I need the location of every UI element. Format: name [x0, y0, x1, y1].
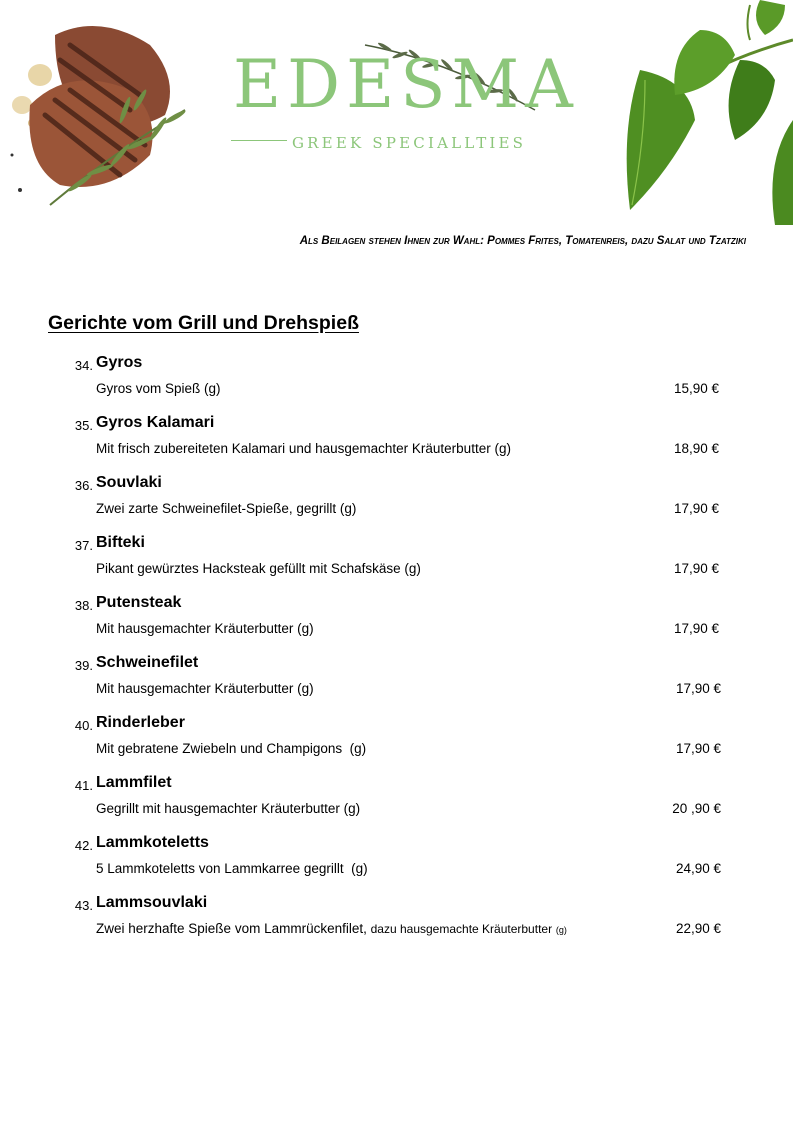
item-price: 24,90 € — [675, 861, 721, 876]
brand-logo — [225, 30, 579, 160]
item-name: Lammsouvlaki — [96, 894, 208, 911]
item-description-note: (g) — [555, 925, 567, 935]
section-title: Gerichte vom Grill und Drehspieß — [48, 312, 359, 334]
item-name: Gyros — [96, 354, 143, 371]
menu-item — [0, 352, 793, 410]
item-price: 17,90 € — [673, 561, 719, 576]
brand-name: EDESMA — [233, 46, 579, 123]
item-number: 38. — [74, 598, 93, 613]
item-number: 37. — [74, 538, 93, 553]
item-price: 17,90 € — [673, 501, 719, 516]
item-number: 42. — [74, 838, 93, 853]
item-description: Mit hausgemachter Kräuterbutter (g) — [96, 621, 314, 636]
menu-item — [0, 832, 793, 890]
page-header — [0, 0, 793, 225]
item-name: Lammfilet — [96, 774, 172, 791]
basil-leaves-image — [600, 0, 793, 235]
menu-item — [0, 652, 793, 710]
menu-item — [0, 592, 793, 650]
item-description: 5 Lammkoteletts von Lammkarree gegrillt (g) — [96, 861, 368, 876]
item-price: 17,90 € — [675, 681, 721, 696]
item-price: 17,90 € — [675, 741, 721, 756]
side-dishes-note: Als Beilagen stehen Ihnen zur Wahl: Pommes Frites, Tomatenreis, dazu Salat und Tzatziki — [299, 235, 746, 247]
menu-item — [0, 772, 793, 830]
item-description: Pikant gewürztes Hacksteak gefüllt mit Schafskäse (g) — [96, 561, 421, 576]
logo-divider — [231, 140, 287, 141]
item-price: 17,90 € — [673, 621, 719, 636]
item-description: Mit gebratene Zwiebeln und Champigons (g) — [96, 741, 367, 756]
item-number: 39. — [74, 658, 93, 673]
item-price: 15,90 € — [673, 381, 719, 396]
item-name: Gyros Kalamari — [96, 414, 215, 431]
menu-item — [0, 892, 793, 950]
item-price: 20 ,90 € — [672, 801, 721, 816]
menu-item — [0, 472, 793, 530]
item-name: Putensteak — [96, 594, 182, 611]
item-price: 18,90 € — [673, 441, 719, 456]
item-name: Rinderleber — [96, 714, 185, 731]
menu-item — [0, 532, 793, 590]
item-name: Souvlaki — [96, 474, 162, 491]
item-description-extra: dazu hausgemachte Kräuterbutter — [370, 922, 553, 936]
item-number: 40. — [74, 718, 93, 733]
item-description: Gegrillt mit hausgemachter Kräuterbutter (g) — [96, 801, 361, 816]
item-description: Zwei zarte Schweinefilet-Spieße, gegrillt (g) — [96, 501, 357, 516]
item-number: 34. — [74, 358, 93, 373]
menu-item — [0, 712, 793, 770]
item-description-main: Zwei herzhafte Spieße vom Lammrückenfilet, — [96, 921, 367, 936]
grilled-steak-image — [0, 5, 200, 210]
item-price: 22,90 € — [675, 921, 721, 936]
item-description: Gyros vom Spieß (g) — [96, 381, 221, 396]
item-number: 36. — [74, 478, 93, 493]
item-number: 41. — [74, 778, 93, 793]
item-number: 43. — [74, 898, 93, 913]
item-name: Bifteki — [96, 534, 145, 551]
item-description: Mit hausgemachter Kräuterbutter (g) — [96, 681, 314, 696]
item-description — [96, 921, 567, 936]
item-description: Mit frisch zubereiteten Kalamari und hausgemachter Kräuterbutter (g) — [96, 441, 511, 456]
item-name: Lammkoteletts — [96, 834, 209, 851]
menu-item — [0, 412, 793, 470]
brand-tagline: GREEK SPECIALLTIES — [292, 134, 527, 152]
item-number: 35. — [74, 418, 93, 433]
item-name: Schweinefilet — [96, 654, 199, 671]
